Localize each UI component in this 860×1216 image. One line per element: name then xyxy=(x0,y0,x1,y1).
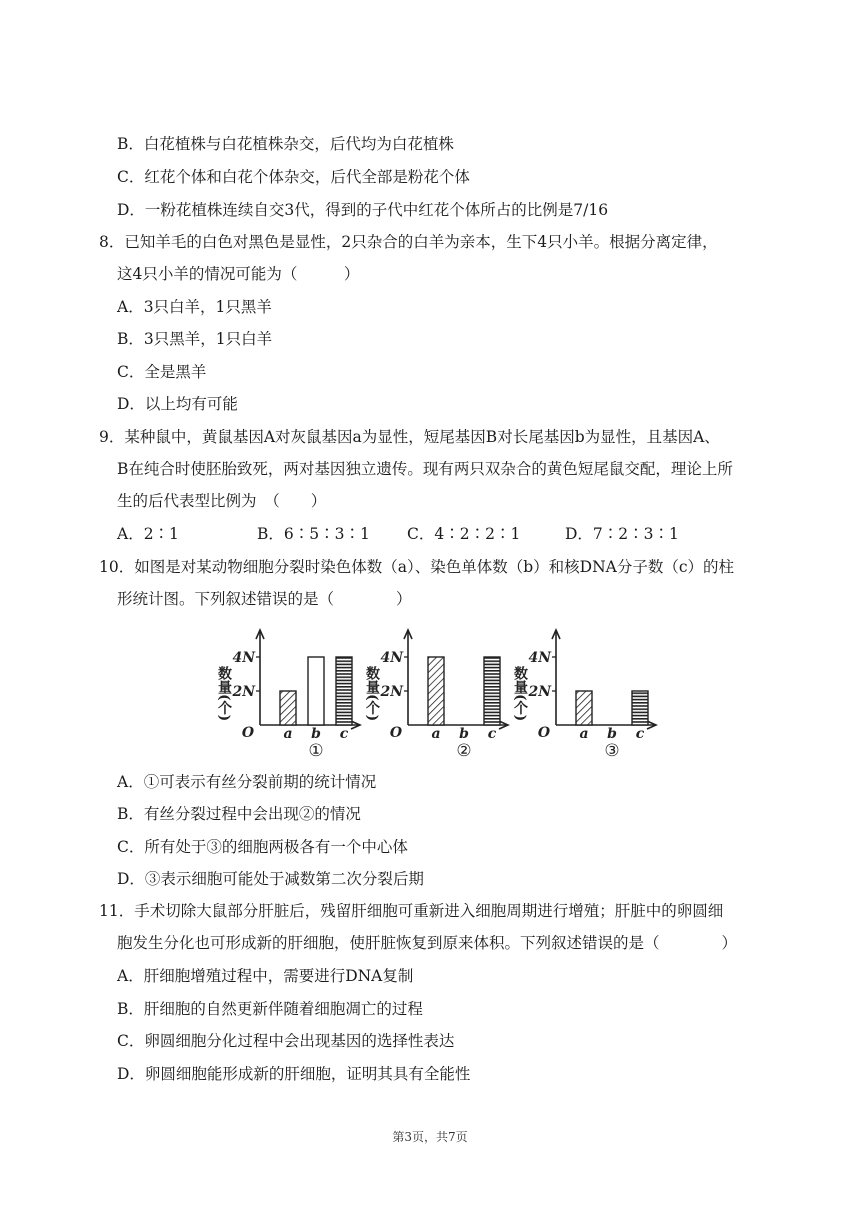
q8-option-a: A．3只白羊，1只黑羊 xyxy=(117,298,272,316)
panel-label: ② xyxy=(456,741,472,761)
q9-option-b: B．6∶5∶3∶1 xyxy=(257,525,370,543)
bar-a xyxy=(280,691,296,725)
q11-option-a: A．肝细胞增殖过程中，需要进行DNA复制 xyxy=(117,967,414,985)
category-label-b: b xyxy=(459,726,469,742)
q11-option-d: D．卵圆细胞能形成新的肝细胞，证明其具有全能性 xyxy=(117,1065,471,1083)
q8-option-c: C．全是黑羊 xyxy=(117,363,207,381)
category-label-a: a xyxy=(431,726,441,742)
y-axis-label: 数量(个) xyxy=(512,666,528,722)
y-axis-label: 数量(个) xyxy=(364,666,380,722)
bar-a xyxy=(428,657,444,725)
y-tick-label: 2N xyxy=(380,684,403,700)
q8-stem-line1: 8．已知羊毛的白色对黑色是显性，2只杂合的白羊为亲本，生下4只小羊。根据分离定律， xyxy=(99,233,718,251)
q9-option-a: A．2∶1 xyxy=(117,525,179,543)
category-label-c: c xyxy=(487,726,497,742)
q10-option-d: D．③表示细胞可能处于减数第二次分裂后期 xyxy=(117,870,424,888)
origin-label: O xyxy=(241,725,255,741)
q9-option-d: D．7∶2∶3∶1 xyxy=(565,525,679,543)
bar-b xyxy=(308,657,324,725)
q9-stem-line2: B在纯合时使胚胎致死，两对基因独立遗传。现有两只双杂合的黄色短尾鼠交配，理论上所 xyxy=(117,460,733,478)
q8-option-d: D．以上均有可能 xyxy=(117,395,238,413)
y-tick-label: 4N xyxy=(528,650,551,666)
bar-c xyxy=(484,657,500,725)
chart-panels xyxy=(216,630,656,761)
q10-stem-line1: 10．如图是对某动物细胞分裂时染色体数（a）、染色单体数（b）和核DNA分子数（c）的柱 xyxy=(99,558,735,576)
category-label-b: b xyxy=(607,726,617,742)
y-axis-label: 数量(个) xyxy=(216,666,232,722)
chart-panel-1 xyxy=(216,630,360,761)
q9-options-row xyxy=(117,523,679,545)
y-tick-label: 4N xyxy=(232,650,255,666)
y-tick-label: 2N xyxy=(528,684,551,700)
q11-option-c: C．卵圆细胞分化过程中会出现基因的选择性表达 xyxy=(117,1032,455,1050)
q8-stem-line2: 这4只小羊的情况可能为（ ） xyxy=(117,265,360,283)
q9-stem-line3: 生的后代表型比例为 （ ） xyxy=(117,492,327,510)
q7-option-d: D．一粉花植株连续自交3代，得到的子代中红花个体所占的比例是7/16 xyxy=(117,201,609,219)
q7-option-b: B．白花植株与白花植株杂交，后代均为白花植株 xyxy=(117,135,454,153)
category-label-a: a xyxy=(283,726,293,742)
origin-label: O xyxy=(537,725,551,741)
q10-option-b: B．有丝分裂过程中会出现②的情况 xyxy=(117,805,361,823)
bar-c xyxy=(336,657,352,725)
y-tick-label: 4N xyxy=(380,650,403,666)
bar-c xyxy=(632,691,648,725)
q10-option-c: C．所有处于③的细胞两极各有一个中心体 xyxy=(117,838,408,856)
bar-charts-figure xyxy=(210,622,670,762)
category-label-b: b xyxy=(311,726,321,742)
y-tick-label: 2N xyxy=(232,684,255,700)
q11-option-b: B．肝细胞的自然更新伴随着细胞凋亡的过程 xyxy=(117,1000,423,1018)
category-label-a: a xyxy=(579,726,589,742)
category-label-c: c xyxy=(635,726,645,742)
chart-panel-2 xyxy=(364,630,508,761)
q9-option-c: C．4∶2∶2∶1 xyxy=(407,525,521,543)
chart-panel-3 xyxy=(512,630,656,761)
q7-option-c: C．红花个体和白花个体杂交，后代全部是粉花个体 xyxy=(117,168,470,186)
page-footer: 第3页，共7页 xyxy=(392,1130,468,1144)
category-label-c: c xyxy=(339,726,349,742)
panel-label: ① xyxy=(308,741,324,761)
q11-stem-line1: 11．手术切除大鼠部分肝脏后，残留肝细胞可重新进入细胞周期进行增殖；肝脏中的卵圆细 xyxy=(99,902,724,920)
q9-stem-line1: 9．某种鼠中，黄鼠基因A对灰鼠基因a为显性，短尾基因B对长尾基因b为显性，且基因A、 xyxy=(99,428,720,446)
q10-option-a: A．①可表示有丝分裂前期的统计情况 xyxy=(117,773,377,791)
q8-option-b: B．3只黑羊，1只白羊 xyxy=(117,330,273,348)
origin-label: O xyxy=(389,725,403,741)
q10-stem-line2: 形统计图。下列叙述错误的是（ ） xyxy=(117,590,412,608)
bar-a xyxy=(576,691,592,725)
q11-stem-line2: 胞发生分化也可形成新的肝细胞，使肝脏恢复到原来体积。下列叙述错误的是（ ） xyxy=(117,934,738,952)
panel-label: ③ xyxy=(604,741,620,761)
